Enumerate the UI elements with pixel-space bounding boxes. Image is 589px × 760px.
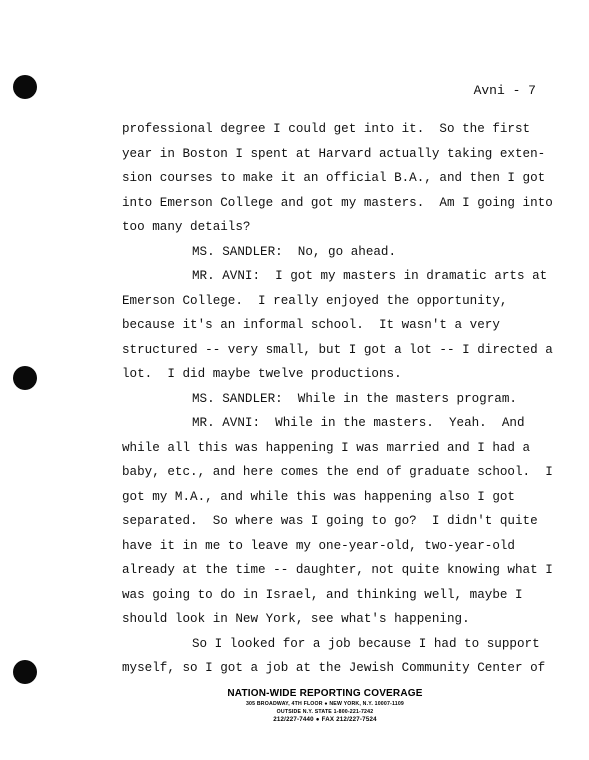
transcript-line: structured -- very small, but I got a lot -- I directed a [122,342,553,357]
transcript-line: because it's an informal school. It wasn't a very [122,318,500,332]
transcript-line: have it in me to leave my one-year-old, two-year-old [122,538,515,553]
footer-company-name: NATION-WIDE REPORTING COVERAGE [227,688,423,699]
transcript-line: separated. So where was I going to go? I didn't quite [122,514,538,528]
transcript-line: was going to do in Israel, and thinking well, maybe I [122,587,523,602]
transcript-line: lot. I did maybe twelve productions. [122,367,402,381]
transcript-line: MS. SANDLER: While in the masters program. [192,391,517,406]
transcript-line: already at the time -- daughter, not quite knowing what I [122,563,553,577]
transcript-line: baby, etc., and here comes the end of graduate school. I [122,465,553,479]
transcript-line: year in Boston I spent at Harvard actually taking exten- [122,146,546,161]
binder-hole-top [13,75,37,99]
footer-address: 305 BROADWAY, 4TH FLOOR ● NEW YORK, N.Y. 10007-1109 [245,701,405,707]
transcript-line: sion courses to make it an official B.A., and then I got [122,171,546,185]
page-number-header: Avni - 7 [473,83,536,98]
transcript-line: MR. AVNI: While in the masters. Yeah. And [192,416,525,430]
footer-phone-fax: 212/227-7440 ● FAX 212/227-7524 [273,716,377,723]
transcript-line: So I looked for a job because I had to support [192,636,540,651]
transcript-line: professional degree I could get into it. So the first [122,122,531,136]
transcript-line: got my M.A., and while this was happening also I got [122,489,515,504]
transcript-line: myself, so I got a job at the Jewish Community Center of [122,661,546,675]
binder-hole-middle [13,366,37,390]
transcript-line: while all this was happening I was married and I had a [122,440,531,455]
transcript-line: should look in New York, see what's happening. [122,612,470,626]
transcript-line: MS. SANDLER: No, go ahead. [192,244,397,259]
transcript-line: MR. AVNI: I got my masters in dramatic arts at [192,269,548,283]
transcript-line: Emerson College. I really enjoyed the opportunity, [122,293,508,308]
transcript-line: into Emerson College and got my masters. Am I going into [122,195,553,210]
binder-hole-bottom [13,660,37,684]
reporting-footer [195,688,455,724]
transcript-line: too many details? [122,220,251,234]
transcript-body [122,117,562,681]
footer-toll-free: OUTSIDE N.Y. STATE 1-800-221-7242 [276,709,374,715]
